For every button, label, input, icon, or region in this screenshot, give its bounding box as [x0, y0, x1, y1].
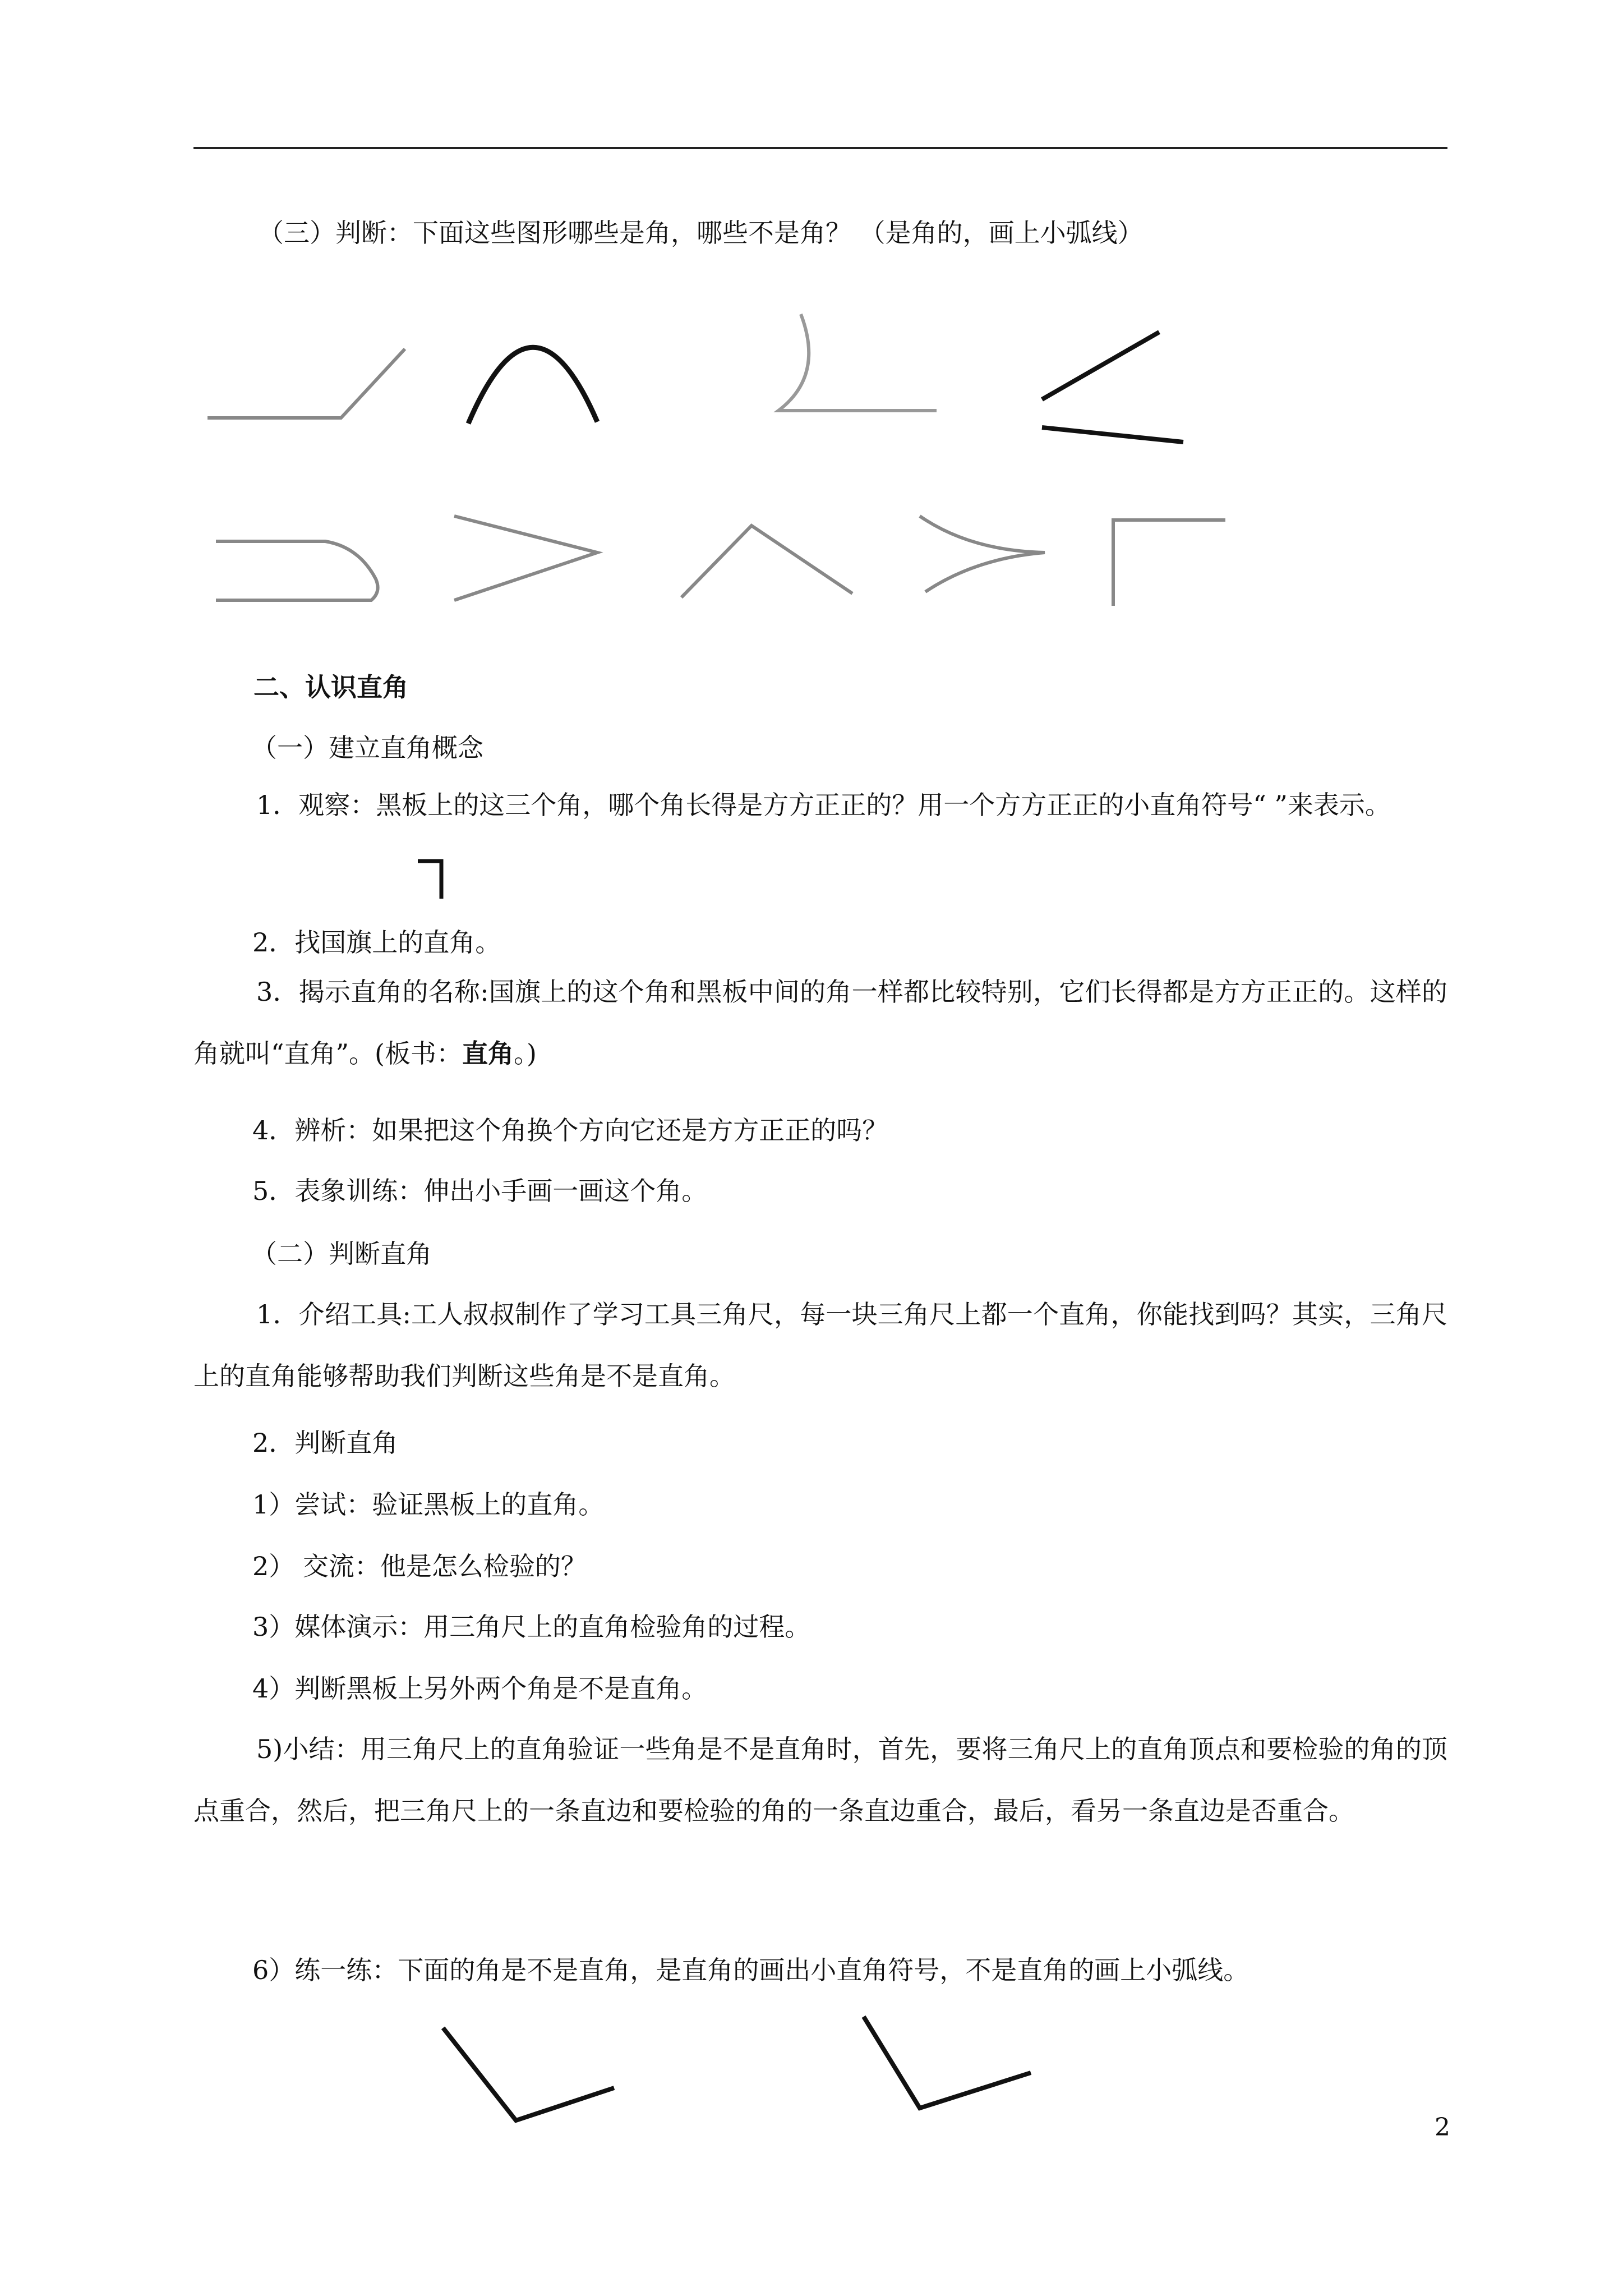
figure-right-angle [1113, 520, 1225, 606]
practice-angle-2 [864, 2017, 1031, 2108]
part2-title: 二、认识直角 [253, 672, 408, 702]
step1-text: 1）尝试：验证黑板上的直角。 [252, 1489, 605, 1520]
figure-rounded-corner [216, 541, 378, 600]
step2-text: 2） 交流：他是怎么检验的？ [252, 1551, 587, 1581]
figure-curved-side-angle [778, 314, 937, 411]
item2-text: 2．找国旗上的直角。 [252, 927, 501, 958]
figure-curved-angle [920, 516, 1045, 592]
page-number: 2 [1435, 2113, 1450, 2142]
figure-open-line-lower [1042, 427, 1183, 442]
sub2-title: （二）判断直角 [251, 1239, 432, 1269]
practice-angle-1 [443, 2028, 614, 2120]
step4-text: 4）判断黑板上另外两个角是不是直角。 [252, 1673, 708, 1704]
item1-paragraph: 1．观察：黑板上的这三个角，哪个角长得是方方正正的？用一个方方正正的小直角符号“ ”来表示。 [256, 790, 1391, 820]
figure-open-line-upper [1042, 332, 1159, 399]
figure-wide-angle [681, 526, 852, 597]
section3-heading: （三）判断：下面这些图形哪些是角，哪些不是角？ （是角的，画上小弧线） [258, 218, 1144, 248]
header-rule [193, 147, 1447, 149]
right-angle-symbol-icon [418, 858, 446, 900]
item4-text: 4．辨析：如果把这个角换个方向它还是方方正正的吗？ [252, 1115, 888, 1145]
sub1-title: （一）建立直角概念 [251, 733, 483, 763]
item3-text-b: 。) [513, 1038, 537, 1069]
tool-paragraph: 1．介绍工具:工人叔叔制作了学习工具三角尺，每一块三角尺上都一个直角，你能找到吗？其实，三角尺上的直角能够帮助我们判断这些角是不是直角。 [193, 1299, 1447, 1391]
shape-row-2 [191, 499, 1256, 628]
figure-arch-curve [468, 347, 597, 424]
item3-paragraph [193, 961, 1447, 1084]
practice-angles [426, 2008, 1099, 2154]
item5-text: 5．表象训练：伸出小手画一画这个角。 [252, 1176, 708, 1206]
step3-text: 3）媒体演示：用三角尺上的直角检验角的过程。 [252, 1612, 811, 1642]
figure-obtuse-angle [208, 349, 405, 418]
shape-row-1 [191, 303, 1200, 460]
item3-text-a: 3．揭示直角的名称:国旗上的这个角和黑板中间的角一样都比较特别，它们长得都是方方正正的。这样的角就叫“直角”。(板书： [193, 977, 1447, 1069]
judge-title: 2．判断直角 [252, 1428, 398, 1458]
step6-text: 6）练一练：下面的角是不是直角，是直角的画出小直角符号，不是直角的画上小弧线。 [252, 1955, 1249, 1985]
item3-bold-term: 直角 [462, 1038, 514, 1069]
figure-acute-angle [454, 516, 597, 600]
step5-paragraph: 5)小结：用三角尺上的直角验证一些角是不是直角时，首先，要将三角尺上的直角顶点和要检验的角的顶点重合，然后，把三角尺上的一条直边和要检验的角的一条直边重合，最后，看另一条直边是否重合。 [193, 1734, 1447, 1826]
